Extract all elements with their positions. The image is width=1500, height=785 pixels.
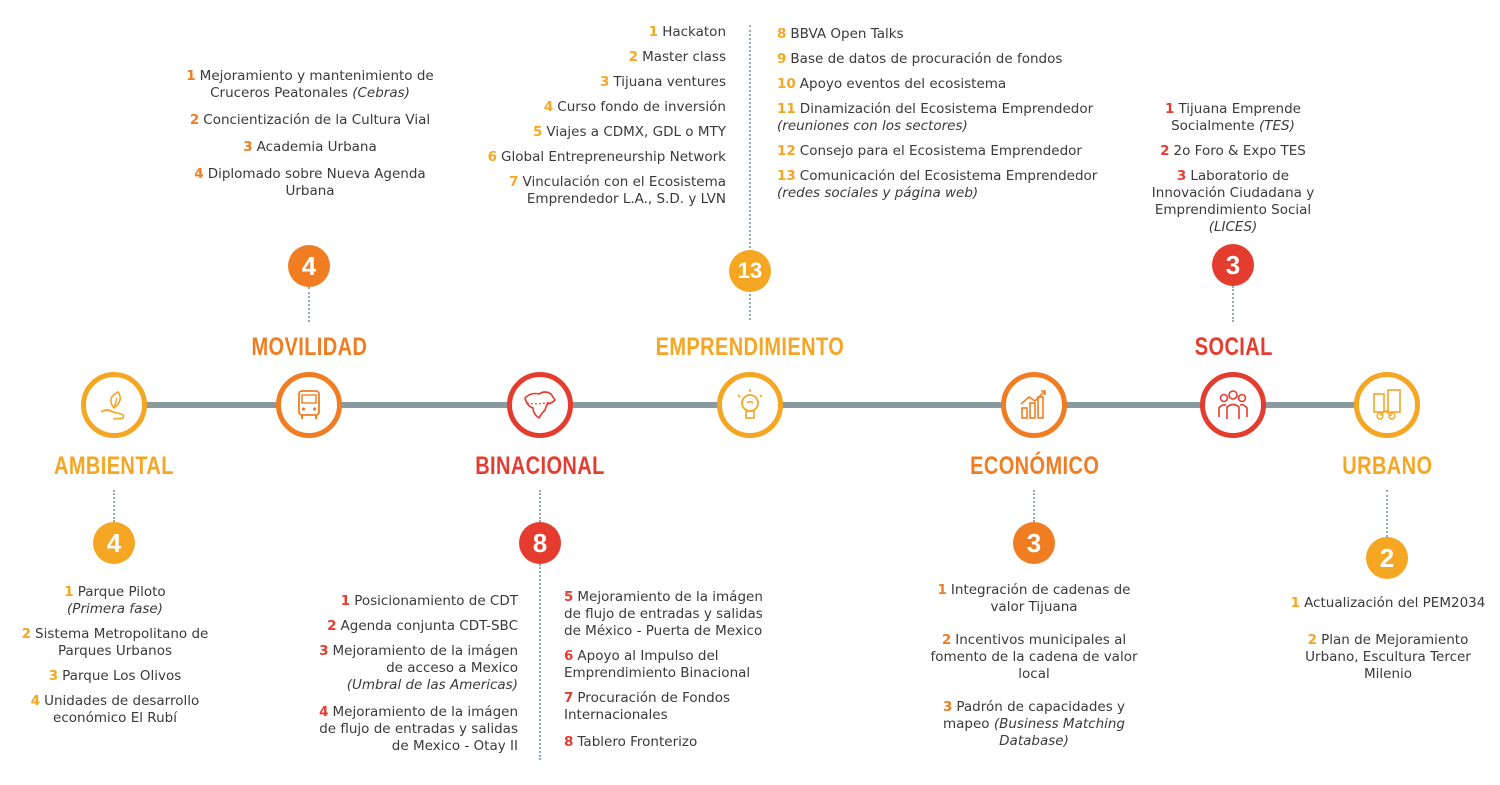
- count-badge-ambiental: 4: [93, 522, 135, 564]
- item-number: 3: [942, 699, 953, 715]
- list-item: [777, 143, 1107, 160]
- list-item: [312, 643, 518, 694]
- node-ambiental: [81, 372, 147, 438]
- item-text: Parque Los Olivos: [62, 668, 182, 684]
- item-text: Tijuana Emprende Socialmente: [1171, 101, 1301, 134]
- count-badge-movilidad: 4: [288, 245, 330, 287]
- list-item: [486, 49, 726, 66]
- item-text: Base de datos de procuración de fondos: [790, 51, 1063, 67]
- item-number: 10: [777, 76, 796, 92]
- list-item: [15, 693, 215, 727]
- node-emprendimiento: [717, 372, 783, 438]
- item-number: 1: [64, 584, 74, 600]
- item-number: 3: [1176, 168, 1187, 184]
- item-number: 5: [564, 589, 574, 605]
- item-text: Mejoramiento de la imágen de flujo de entradas y salidas de Mexico - Otay II: [319, 704, 518, 754]
- list-item: [777, 76, 1107, 93]
- item-number: 5: [533, 124, 543, 140]
- item-note: (Umbral de las Americas): [346, 677, 518, 693]
- item-note: (reuniones con los sectores): [777, 118, 968, 134]
- item-number: 2: [21, 626, 32, 642]
- node-social: [1200, 372, 1266, 438]
- connector-movilidad: [308, 287, 310, 322]
- item-text: Hackaton: [662, 24, 726, 40]
- item-text: Integración de cadenas de valor Tijuana: [950, 582, 1131, 615]
- item-text: Mejoramiento de la imágen de acceso a Mexico: [332, 643, 518, 676]
- list-item: [15, 668, 215, 685]
- item-text: Posicionamiento de CDT: [354, 593, 518, 609]
- item-number: 11: [777, 101, 796, 117]
- item-number: 6: [564, 648, 574, 664]
- list-item: [180, 166, 440, 200]
- category-label-social: SOCIAL: [1194, 333, 1273, 361]
- category-label-ambiental: AMBIENTAL: [53, 452, 174, 480]
- list-item: [1140, 168, 1326, 236]
- item-list-economico: [926, 582, 1142, 758]
- list-item: [486, 99, 726, 116]
- item-list-emprendimiento-right: [777, 26, 1107, 210]
- category-label-economico: ECONÓMICO: [969, 452, 1099, 480]
- list-item: [1140, 143, 1326, 160]
- list-item: [486, 24, 726, 41]
- connector-ambiental: [113, 490, 115, 522]
- item-text: Procuración de Fondos Internacionales: [564, 690, 731, 723]
- item-note: (redes sociales y página web): [777, 185, 979, 201]
- node-economico: [1001, 372, 1067, 438]
- item-number: 4: [30, 693, 41, 709]
- count-badge-social: 3: [1212, 244, 1254, 286]
- item-number: 3: [319, 643, 329, 659]
- item-text: Apoyo al Impulso del Emprendimiento Binacional: [564, 648, 751, 681]
- list-item: [180, 139, 440, 156]
- list-item: [312, 593, 518, 610]
- list-item: [564, 589, 774, 640]
- list-item: [180, 68, 440, 102]
- item-text: BBVA Open Talks: [790, 26, 904, 42]
- item-number: 12: [777, 143, 796, 159]
- item-list-binacional-right: [564, 589, 774, 759]
- item-number: 1: [648, 24, 659, 40]
- item-text: Diplomado sobre Nueva Agenda Urbana: [207, 166, 426, 199]
- category-label-emprendimiento: EMPRENDIMIENTO: [655, 333, 845, 361]
- item-note: (TES): [1259, 118, 1295, 134]
- category-label-binacional: BINACIONAL: [475, 452, 605, 480]
- item-note: (LICES): [1208, 219, 1258, 235]
- item-number: 1: [340, 593, 351, 609]
- list-item: [486, 74, 726, 91]
- item-number: 2: [941, 632, 952, 648]
- item-number: 8: [777, 26, 787, 42]
- item-note: (Primera fase): [67, 601, 163, 617]
- item-text: Sistema Metropolitano de Parques Urbanos: [35, 626, 209, 659]
- item-text: Padrón de capacidades y mapeo: [942, 699, 1126, 732]
- connector-binacional-lower: [539, 564, 541, 760]
- item-number: 3: [48, 668, 59, 684]
- item-number: 2: [189, 112, 200, 128]
- item-list-ambiental: [15, 584, 215, 735]
- item-text: Global Entrepreneurship Network: [501, 149, 726, 165]
- connector-binacional: [539, 490, 541, 522]
- leaf-hand-icon: [95, 386, 133, 424]
- item-number: 2: [1160, 143, 1170, 159]
- list-item: [777, 51, 1107, 68]
- category-label-urbano: URBANO: [1341, 452, 1432, 480]
- node-binacional: [507, 372, 573, 438]
- item-text: Consejo para el Ecosistema Emprendedor: [799, 143, 1082, 159]
- list-item: [15, 584, 215, 618]
- item-text: Vinculación con el Ecosistema Emprendedor L.A., S.D. y LVN: [522, 174, 726, 207]
- item-text: Laboratorio de Innovación Ciudadana y Emprendimiento Social: [1151, 168, 1315, 218]
- node-movilidad: [276, 372, 342, 438]
- item-text: 2o Foro & Expo TES: [1173, 143, 1306, 159]
- item-number: 7: [564, 690, 574, 706]
- list-item: [1140, 101, 1326, 135]
- item-text: Tablero Fronterizo: [577, 734, 698, 750]
- item-note: (Business Matching Database): [993, 716, 1126, 749]
- list-item: [1290, 632, 1486, 683]
- list-item: [926, 699, 1142, 750]
- list-item: [486, 174, 726, 208]
- item-list-urbano: [1290, 595, 1486, 691]
- list-item: [564, 734, 774, 751]
- item-text: Dinamización del Ecosistema Emprendedor: [799, 101, 1094, 117]
- item-number: 3: [600, 74, 610, 90]
- bus-icon: [290, 386, 328, 424]
- item-text: Tijuana ventures: [613, 74, 726, 90]
- item-text: Incentivos municipales al fomento de la cadena de valor local: [930, 632, 1138, 682]
- item-text: Apoyo eventos del ecosistema: [799, 76, 1007, 92]
- item-text: Master class: [642, 49, 726, 65]
- item-text: Curso fondo de inversión: [557, 99, 726, 115]
- connector-social: [1232, 286, 1234, 322]
- item-number: 9: [777, 51, 787, 67]
- people-icon: [1214, 386, 1252, 424]
- north-america-map-icon: [521, 386, 559, 424]
- node-urbano: [1354, 372, 1420, 438]
- item-number: 2: [327, 618, 337, 634]
- category-label-movilidad: MOVILIDAD: [250, 333, 367, 361]
- item-number: 4: [194, 166, 204, 182]
- item-number: 8: [564, 734, 574, 750]
- list-item: [564, 690, 774, 724]
- item-text: Actualización del PEM2034: [1304, 595, 1486, 611]
- item-text: Academia Urbana: [256, 139, 377, 155]
- connector-economico: [1033, 490, 1035, 522]
- item-number: 1: [1290, 595, 1301, 611]
- item-list-social: [1140, 101, 1326, 244]
- item-text: Unidades de desarrollo económico El Rubí: [44, 693, 200, 726]
- item-number: 7: [509, 174, 519, 190]
- item-list-binacional-left: [312, 593, 518, 763]
- item-text: Comunicación del Ecosistema Emprendedor: [799, 168, 1098, 184]
- item-number: 13: [777, 168, 796, 184]
- list-item: [312, 704, 518, 755]
- item-number: 6: [487, 149, 498, 165]
- list-item: [926, 582, 1142, 616]
- list-item: [15, 626, 215, 660]
- count-badge-economico: 3: [1013, 522, 1055, 564]
- item-number: 1: [1165, 101, 1175, 117]
- count-badge-binacional: 8: [519, 522, 561, 564]
- list-item: [777, 26, 1107, 43]
- list-item: [564, 648, 774, 682]
- item-number: 1: [186, 68, 196, 84]
- item-number: 3: [243, 139, 253, 155]
- item-text: Plan de Mejoramiento Urbano, Escultura Tercer Milenio: [1305, 632, 1471, 682]
- list-item: [312, 618, 518, 635]
- list-item: [180, 112, 440, 129]
- bar-chart-icon: [1015, 386, 1053, 424]
- item-number: 1: [937, 582, 947, 598]
- item-list-emprendimiento-left: [486, 24, 726, 216]
- list-item: [777, 101, 1107, 135]
- item-text: Agenda conjunta CDT-SBC: [340, 618, 518, 634]
- list-item: [1290, 595, 1486, 612]
- item-list-movilidad: [180, 68, 440, 208]
- item-number: 4: [543, 99, 554, 115]
- count-badge-emprendimiento: 13: [729, 250, 771, 292]
- list-item: [777, 168, 1107, 202]
- list-item: [486, 149, 726, 166]
- item-number: 2: [1307, 632, 1318, 648]
- item-number: 2: [628, 49, 639, 65]
- lightbulb-icon: [731, 386, 769, 424]
- city-bike-icon: [1368, 386, 1406, 424]
- list-item: [926, 632, 1142, 683]
- item-number: 4: [319, 704, 329, 720]
- item-text: Viajes a CDMX, GDL o MTY: [546, 124, 726, 140]
- item-note: (Cebras): [352, 85, 410, 101]
- count-badge-urbano: 2: [1366, 537, 1408, 579]
- connector-urbano: [1386, 490, 1388, 537]
- item-text: Parque Piloto: [77, 584, 166, 600]
- item-text: Concientización de la Cultura Vial: [203, 112, 431, 128]
- item-text: Mejoramiento y mantenimiento de Cruceros Peatonales: [199, 68, 434, 101]
- item-text: Mejoramiento de la imágen de flujo de entradas y salidas de México - Puerta de Mexico: [564, 589, 763, 639]
- list-item: [486, 124, 726, 141]
